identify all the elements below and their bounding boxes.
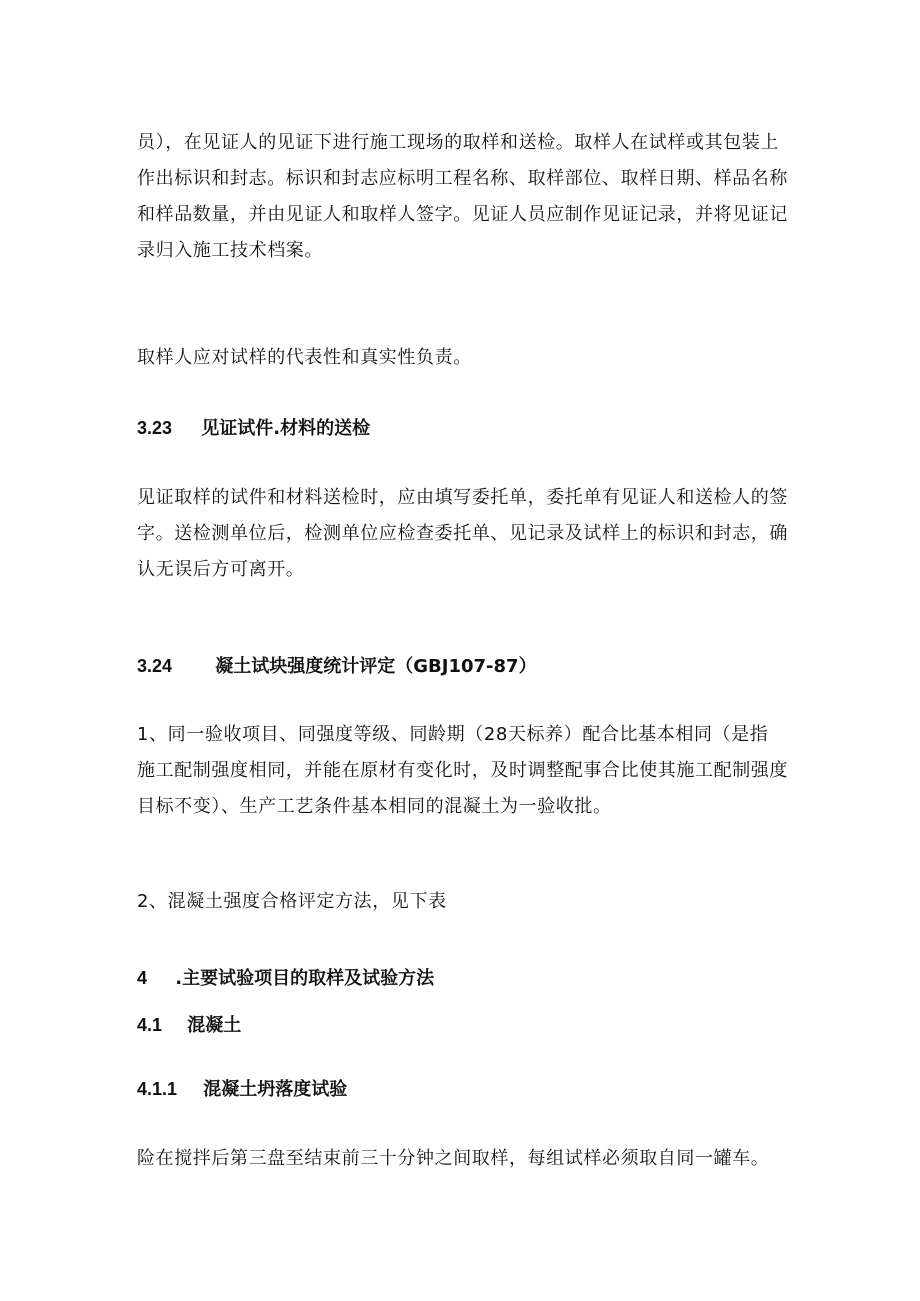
paragraph-line: 2、混凝土强度合格评定方法，见下表 <box>137 891 447 912</box>
section-number: 3.23 <box>137 418 173 438</box>
section-number: 3.24 <box>137 656 173 676</box>
paragraph-line: 员），在见证人的见证下进行施工现场的取样和送检。取样人在试样或其包装上 <box>137 132 779 153</box>
section-title: 混凝土坍落度试验 <box>203 1079 348 1100</box>
section-heading-4 <box>137 966 797 991</box>
paragraph-line: 险在搅拌后第三盘至结束前三十分钟之间取样，每组试样必须取自同一罐车。 <box>137 1148 770 1169</box>
section-title: 混凝土 <box>187 1015 242 1036</box>
section-number: 4.1 <box>137 1015 163 1035</box>
paragraph-witness-sampling <box>137 125 797 269</box>
section-title: 凝土试块强度统计评定（GBJ107-87） <box>215 656 537 677</box>
paragraph-acceptance-batch <box>137 717 797 825</box>
section-title: 见证试件.材料的送检 <box>201 418 371 439</box>
paragraph-line: 作出标识和封志。标识和封志应标明工程名称、取样部位、取样日期、样品名称 <box>137 168 788 189</box>
paragraph-line: 目标不变）、生产工艺条件基本相同的混凝土为一验收批。 <box>137 796 612 817</box>
section-title: .主要试验项目的取样及试验方法 <box>175 968 435 989</box>
section-number: 4.1.1 <box>137 1079 178 1099</box>
paragraph-submission <box>137 480 797 588</box>
paragraph-line: 认无误后方可离开。 <box>137 559 305 580</box>
paragraph-line: 字。送检测单位后，检测单位应检查委托单、见记录及试样上的标识和封志，确 <box>137 523 788 544</box>
paragraph-sampler-responsibility <box>137 340 797 376</box>
section-heading-3-24 <box>137 654 797 679</box>
section-heading-4-1-1 <box>137 1077 797 1102</box>
paragraph-evaluation-method <box>137 884 797 920</box>
paragraph-line: 施工配制强度相同，并能在原材有变化时，及时调整配事合比使其施工配制强度 <box>137 760 788 781</box>
section-number: 4 <box>137 968 148 988</box>
paragraph-line: 录归入施工技术档案。 <box>137 240 323 261</box>
paragraph-line: 和样品数量，并由见证人和取样人签字。见证人员应制作见证记录，并将见证记 <box>137 204 788 225</box>
section-heading-4-1 <box>137 1013 797 1038</box>
paragraph-line: 1、同一验收项目、同强度等级、同龄期（28天标养）配合比基本相同（是指 <box>137 724 769 745</box>
section-heading-3-23 <box>137 416 797 441</box>
paragraph-line: 取样人应对试样的代表性和真实性负责。 <box>137 347 472 368</box>
paragraph-line: 见证取样的试件和材料送检时，应由填写委托单，委托单有见证人和送检人的签 <box>137 487 788 508</box>
paragraph-slump-sampling <box>137 1141 797 1177</box>
